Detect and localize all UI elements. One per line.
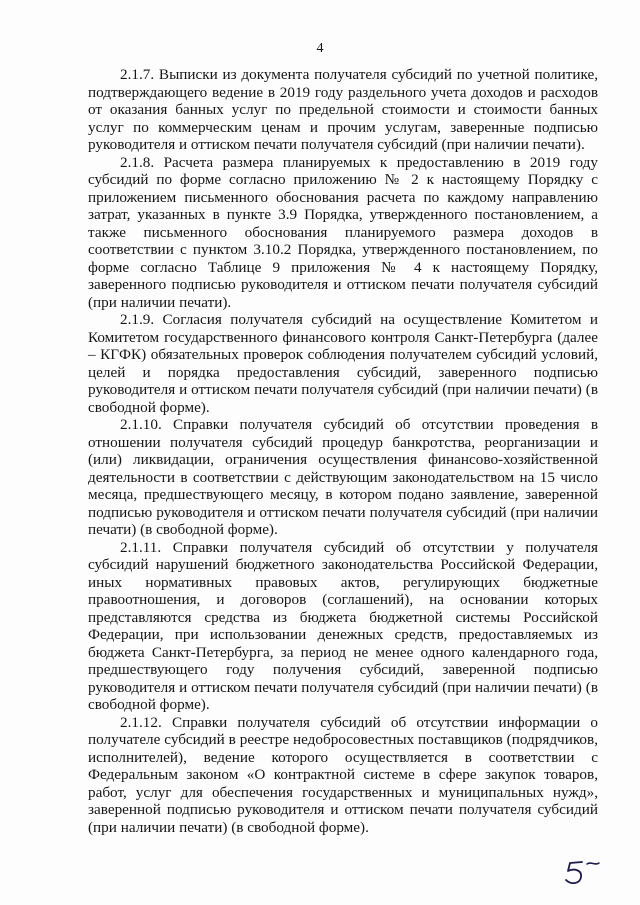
document-body: [88, 66, 598, 836]
paragraph-2-1-9: 2.1.9. Согласия получателя субсидий на осуществление Комитетом и Комитетом государственного финансового контроля Санкт-Петербурга (далее – КГФК) обязательных проверок соблюдения получателем субсидий условий, целей и порядка предоставления субсидий, заверенного подписью руководителя и оттиском печати получателя субсидий (при наличии печати) (в свободной форме).: [88, 311, 598, 416]
paragraph-2-1-7: 2.1.7. Выписки из документа получателя субсидий по учетной политике, подтверждающего ведение в 2019 году раздельного учета доходов и расходов от оказания банных услуг по предельной стоимости и стоимости банных услуг по коммерческим ценам и прочим услугам, заверенные подписью руководителя и оттиском печати получателя субсидий (при наличии печати).: [88, 66, 598, 153]
handwritten-page-mark: [560, 858, 604, 888]
page-number: 4: [316, 41, 324, 56]
paragraph-2-1-12: 2.1.12. Справки получателя субсидий об отсутствии информации о получателе субсидий в реестре недобросовестных поставщиков (подрядчиков, исполнителей), ведение которого осуществляется в соответствии с Федеральным законом «О контрактной системе в сфере закупок товаров, работ, услуг для обеспечения государственных и муниципальных нужд», заверенной подписью руководителя и оттиском печати получателя субсидий (при наличии печати) (в свободной форме).: [88, 713, 598, 836]
paragraph-2-1-10: 2.1.10. Справки получателя субсидий об отсутствии проведения в отношении получателя субсидий процедур банкротства, реорганизации и (или) ликвидации, ограничения осуществления финансово-хозяйственной деятельности в соответствии с действующим законодательством на 15 число месяца, предшествующего месяцу, в котором подано заявление, заверенной подписью руководителя и оттиском печати получателя субсидий (при наличии печати) (в свободной форме).: [88, 416, 598, 538]
paragraph-2-1-11: 2.1.11. Справки получателя субсидий об отсутствии у получателя субсидий нарушений бюджетного законодательства Российской Федерации, иных нормативных правовых актов, регулирующих бюджетные правоотношения, и договоров (соглашений), на основании которых представляются средства из бюджета бюджетной системы Российской Федерации, при использовании денежных средств, предоставляемых из бюджета Санкт-Петербурга, за период не менее одного календарного года, предшествующего году получения субсидий, заверенной подписью руководителя и оттиском печати получателя субсидий (при наличии печати) (в свободной форме).: [88, 538, 598, 713]
paragraph-2-1-8: 2.1.8. Расчета размера планируемых к предоставлению в 2019 году субсидий по форме согласно приложению № 2 к настоящему Порядку с приложением письменного обоснования расчета по каждому направлению затрат, указанных в пункте 3.9 Порядка, утвержденного постановлением, а также письменного обоснования планируемого размера доходов в соответствии с пунктом 3.10.2 Порядка, утвержденного постановлением, по форме согласно Таблице 9 приложения № 4 к настоящему Порядку, заверенного подписью руководителя и оттиском печати получателя субсидий (при наличии печати).: [88, 153, 598, 311]
